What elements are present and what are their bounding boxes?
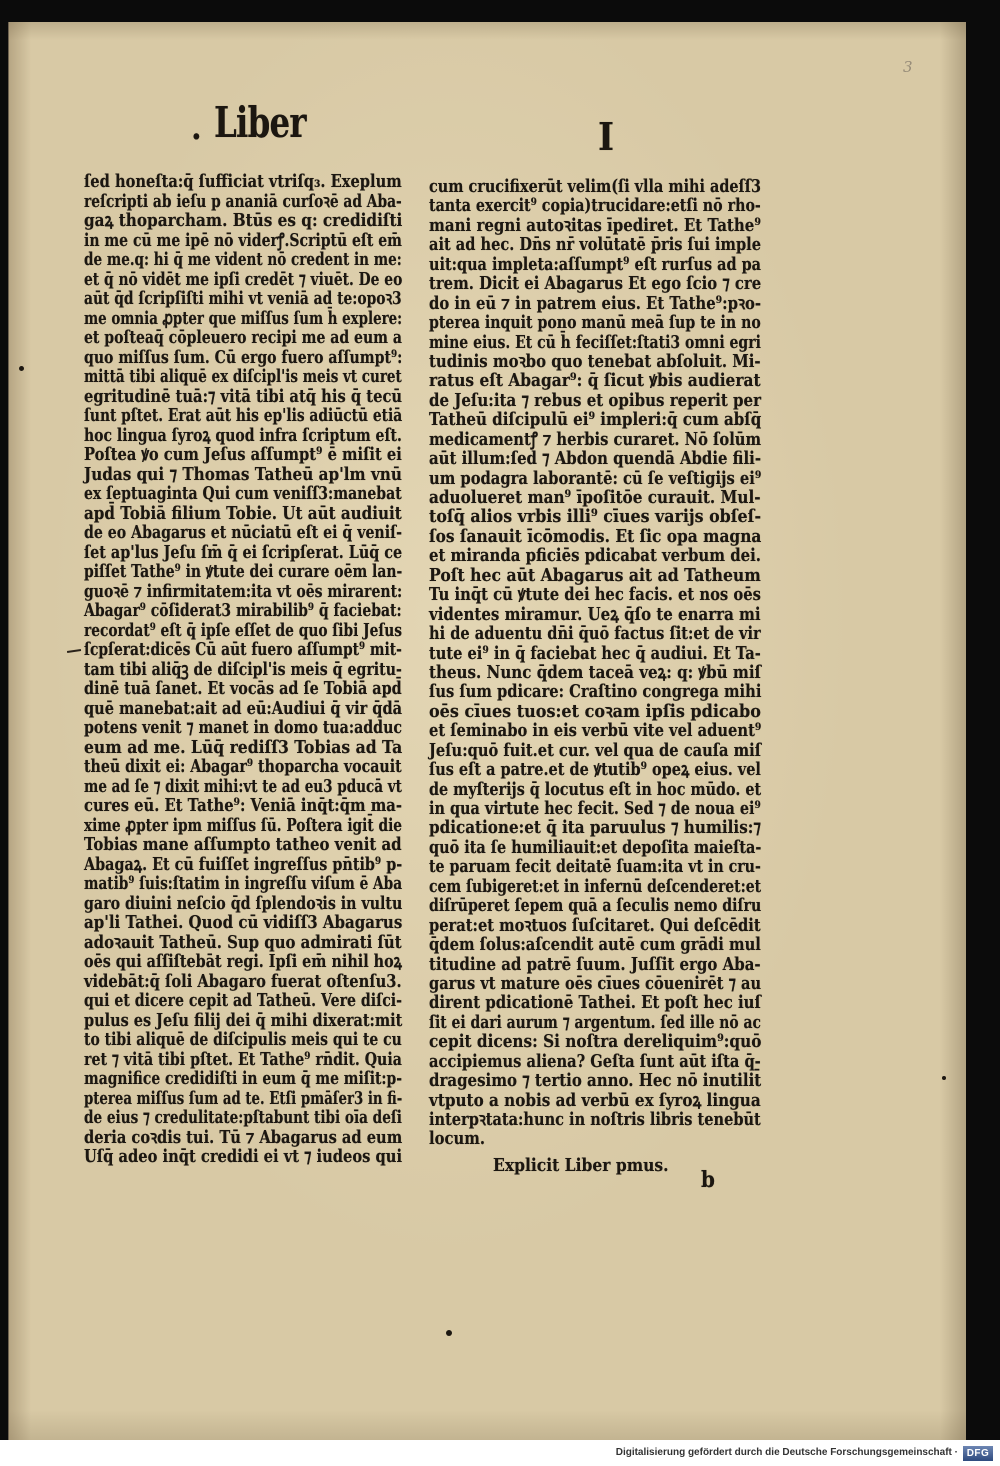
left-column-line: piſſet Tathe⁹ in ꝟtute dei curare oēm lan- <box>84 561 403 582</box>
right-column-line: do in eū ⁊ in patrem eius. Et Tathe⁹:pꝛo- <box>429 292 762 314</box>
left-column-line: recordat⁹ eſt q̄ ipſe eſſet de quo ſibi Jeſus <box>84 619 403 641</box>
left-column-line: garo diuini neſcio q̄d ſplendoꝛis in vultu <box>84 892 403 914</box>
right-column-line: toſq̄ alios vrbis illi⁹ cīues varijs obſeſ- <box>429 506 762 528</box>
left-column-line: quo miſſus ſum. Cū ergo fuero aſſumpt⁹: <box>84 346 403 368</box>
right-column-line: aūt illum:ſed ⁊ Abdon quendā Abdie fili- <box>429 448 762 470</box>
right-column-line: de myſterijs q̄ locutus eſt in hoc mūdo. et <box>429 778 762 800</box>
signature-mark: b <box>701 1167 715 1193</box>
left-column-line: xime ꝓpter ipm miſſus ſū. Poſtera igit̄ die <box>84 814 403 836</box>
left-column-line: ex ſeptuaginta Qui cum veniſſ3:manebat <box>84 483 402 504</box>
left-column-line: ret ⁊ vitā tibi pſtet. Et Tathe⁹ rn̄dit. Quia <box>84 1048 402 1070</box>
right-column-line: dirent pdicationē Tathei. Et poſt hec iuſ <box>429 992 761 1014</box>
right-column-line: de Jeſu:ita ⁊ rebus et opibus reperit per <box>429 389 761 411</box>
left-column-line: Judas qui ⁊ Thomas Tatheū ap'lm vnū <box>84 463 402 485</box>
left-column-line: ſunt pſtet. Erat aūt his ep'lis adiūctū etiā <box>84 405 403 426</box>
left-column-line: de eo Abagarus et nūciatū eſt ei q̄ veniſ- <box>84 522 403 543</box>
left-column-line: Uſq̄ adeo inq̄t credidi ei vt ⁊ iudeos qui <box>84 1146 403 1167</box>
right-column-line: titudine ad patrē ſuum. Juſſit ergo Aba- <box>429 953 761 975</box>
right-column-line: oēs cīues tuos:et coꝛam ipſis pdicabo <box>429 700 761 722</box>
right-column-line: Tatheū diſcipulū ei⁹ impleri:q̄ cum abſq̄ <box>429 409 762 431</box>
left-text-column <box>84 172 402 1167</box>
left-column-line: apd̄ Tobiā filium Tobie. Ut aūt audiuit <box>84 502 402 524</box>
left-column-line: et q̄ nō vidēt me ipſi credēt ⁊ viuēt. De eo <box>84 268 403 290</box>
left-column-line: pulus es Jeſu filij dei q̄ mihi dixerat:mit <box>84 1009 403 1031</box>
left-column-line: theū dixit ei: Abagar⁹ thoparcha vocauit <box>84 756 402 777</box>
margin-mark <box>67 649 81 652</box>
left-column-line: matib⁹ ſuis:ſtatim in ingreſſu viſum ē Aba <box>84 873 403 894</box>
right-column-line: theus. Nunc q̄dem taceā veꝝ: q: ꝟbū miſ <box>429 661 762 683</box>
left-column-line: ap'li Tathei. Quod cū vidiſſ3 Abagarus <box>84 912 403 933</box>
footer-bar <box>0 1440 1000 1466</box>
left-column-line: ſcpſerat:dicēs Cū aūt fuero aſſumpt⁹ mit- <box>84 639 402 660</box>
right-column-line: diſrūperet ſepem quā a ſeculis nemo diſru <box>429 895 762 917</box>
left-column-line: mittā tibi aliquē ex diſcipl'is meis vt curet <box>84 366 402 387</box>
right-column-line: uit:qua impleta:aſſumpt⁹ eſt rurſus ad pa <box>429 253 762 275</box>
left-column-line: tam tibi aliq̄ꝫ de diſcipl'is meis q̄ egritu- <box>84 658 402 680</box>
right-column-line: pterea inquit pono manū meā ſup te in no <box>429 312 761 334</box>
running-head-dot: . <box>191 108 202 148</box>
right-column-line: q̄dem ſolus:aſcendit autē cum grādi mul <box>429 934 761 956</box>
right-column-line: tudinis moꝛbo quo tenebat abſoluit. Mi- <box>429 350 761 372</box>
explicit-line: Explicit Liber pmus. <box>493 1155 669 1176</box>
left-column-line: et poſteaq̄ cōpleuero recipi me ad eum a <box>84 327 403 348</box>
left-column-line: hoc lingua ſyroꝝ quod infra ſcriptum eſt. <box>84 424 402 446</box>
left-column-line: magnifice credidiſti in eum q̄ me miſit:p- <box>84 1068 403 1089</box>
ink-spot <box>19 366 24 371</box>
right-column-line: tute ei⁹ in q̄ faciebat hec q̄ audiui. Et Ta- <box>429 642 761 664</box>
right-column-line: trem. Dicit ei Abagarus Et ego ſcio ⁊ cre <box>429 273 762 295</box>
right-column-line: Jeſu:quō fuit.et cur. vel qua de cauſa miſ <box>429 739 762 761</box>
ink-spot <box>446 1330 452 1336</box>
right-column-line: ſus ſum pdicare: Craſtino congrega mihi <box>429 681 762 703</box>
right-column-line: ait ad hec. Dn̄s nr̄ volūtatē p̄ris ſui imple <box>429 234 761 256</box>
dfg-logo[interactable]: DFG <box>963 1446 993 1461</box>
left-column-line: egritudinē tuā:⁊ vitā tibi atq̄ his q̄ tecū <box>84 385 403 407</box>
right-column-line: ſit ei dari aurum ⁊ argentum. ſed ille nō ac <box>429 1011 761 1033</box>
right-column-line: te paruam fecit deitatē ſuam:ita vt in cru- <box>429 856 761 878</box>
right-column-line: videntes miramur. Ueꝝ q̄ſo te enarra mi <box>429 603 761 625</box>
left-column-line: videbāt:q̄ ſoli Abagaro fuerat oſtenſu3. <box>84 970 402 992</box>
left-column-line: de me.q: hi q̄ me vident nō credent in me: <box>84 249 402 270</box>
footer-credit: Digitalisierung gefördert durch die Deutsche Forschungsgemeinschaft · <box>615 1447 958 1458</box>
left-column-line: ſed honeſta:q̄ ſufficiat vtriſq₃. Exeplum <box>84 171 402 192</box>
right-column-line: medicamentꝭ ⁊ herbis curaret. Nō ſolūm <box>429 428 762 450</box>
left-column-line: reſcripti ab ieſu p ananiā curſoꝛē ad Aba- <box>84 190 402 212</box>
right-column-line: tanta exercit⁹ copia)trucidare:etſi nō rho- <box>429 195 761 217</box>
left-column-line: dinē tuā ſanet. Et vocās ad ſe Tobiā apd̄ <box>84 678 402 699</box>
left-column-line: oēs qui aſſiſtebāt regi. Ipſi em̄ nihil hoꝝ <box>84 951 402 972</box>
book-page <box>8 22 966 1440</box>
right-column-line: garus vt mature oēs cīues cōuenirēt ⁊ au <box>429 972 762 994</box>
left-column-line: Poſtea ꝟo cum Jeſus aſſumpt⁹ ē miſit ei <box>84 444 402 465</box>
left-column-line: me ad ſe ⁊ dixit mihi:vt te ad eu3 pducā vt <box>84 775 402 797</box>
left-column-line: pterea miſſus ſum ad te. Etſi pmāſer3 in fi- <box>84 1087 403 1109</box>
right-column-line: Tu inq̄t cū ꝟtute dei hec facis. et nos oēs <box>429 584 761 606</box>
left-column-line: Tobias mane aſſumpto tatheo venit ad <box>84 834 402 855</box>
right-column-line: aduolueret man⁹ īpoſitōe curauit. Mul- <box>429 487 761 508</box>
right-column-line: hi de aduentu dn̄i q̄uō factus ſit:et de vir <box>429 623 761 645</box>
folio-number: I <box>598 114 615 159</box>
right-column-line: vtputo a nobis ad verbū ex ſyroꝝ lingua <box>429 1089 761 1111</box>
right-column-line: um podagra laborantē: cū ſe veſtigijs ei⁹ <box>429 467 762 489</box>
running-head: Liber <box>214 98 306 147</box>
left-column-line: quē manebat:ait ad eū:Audiui q̄ vir q̄dā <box>84 697 403 719</box>
right-column-line: ratus eſt Abagar⁹: q̄ ſicut ꝟbis audierat <box>429 370 761 392</box>
left-column-line: qui et dicere cepit ad Tatheū. Vere diſci- <box>84 990 402 1011</box>
left-column-line: ſet ap'lus Jeſu ſm̄ q̄ ei ſcripſerat. Lūq̄ ce <box>84 541 403 563</box>
right-column-line: et miranda pficiēs pdicabat verbum dei. <box>429 545 761 567</box>
right-column-line: dragesimo ⁊ tertio anno. Hec nō inutilit̄ <box>429 1070 762 1092</box>
right-column-line: in qua virtute hec fecit. Sed ⁊ de noua ei⁹ <box>429 798 761 819</box>
pencil-page-mark: 3 <box>903 58 913 76</box>
right-column-line: locum. <box>429 1128 485 1150</box>
right-column-line: interpꝛtata:hunc in noſtris libris tenebūt <box>429 1109 761 1130</box>
right-text-column <box>429 177 761 1149</box>
left-column-line: in me cū me ipē nō viderꝭ.Scriptū eſt em̄ <box>84 229 402 251</box>
right-column-line: pdicatione:et q̄ ita paruulus ⁊ humilis:⁊ <box>429 817 761 839</box>
left-column-line: Abagaꝝ. Et cū fuiſſet ingreſſus pn̄tib⁹ p- <box>84 853 403 875</box>
right-column-line: ſos ſanauit īcōmodis. Et ſic opa magna <box>429 525 762 547</box>
ink-spot <box>942 1076 946 1080</box>
left-column-line: aūt q̄d ſcripſiſti mihi vt veniā ad te:opoꝛ3 <box>84 288 402 309</box>
right-column-line: mine eius. Et cū h̄ feciſſet:ſtati3 omni egri <box>429 331 761 353</box>
left-column-line: to tibi aliquē de diſcipulis meis qui te cu <box>84 1029 402 1050</box>
right-column-line: mani regni autoꝛitas īpediret. Et Tathe⁹ <box>429 214 761 236</box>
left-column-line: deria coꝛdis tui. Tū ⁊ Abagarus ad eum <box>84 1126 403 1148</box>
right-column-line: et ſeminabo in eis verbū vite vel aduent⁹ <box>429 720 762 742</box>
left-column-line: potens venit ⁊ manet in domo tua:adduc <box>84 717 402 738</box>
right-column-line: quō ita ſe humiliauit:et depoſita maieſta- <box>429 836 762 858</box>
right-column-line: ſus eſt a patre.et de ꝟtutib⁹ opeꝝ eius. vel <box>429 759 761 781</box>
left-column-line: guoꝛē ⁊ infirmitatem:ita vt oēs mirarent: <box>84 580 403 602</box>
right-column-line: cem ſubigeret:et in infernū deſcenderet:et <box>429 875 762 897</box>
left-column-line: adoꝛauit Tatheū. Sup quo admirati ſūt <box>84 931 402 953</box>
left-column-line: Abagar⁹ cōſiderat3 mirabilib⁹ q̄ faciebat: <box>84 600 402 621</box>
right-column-line: perat:et moꝛtuos ſuſcitaret. Qui deſcēdit <box>429 914 761 936</box>
right-column-line: cepit dicens: Si noſtra dereliquim⁹:quō <box>429 1031 762 1053</box>
left-column-line: me omnia ꝓpter que miſſus ſum h̄ explere: <box>84 307 403 329</box>
left-column-line: cures eū. Et Tathe⁹: Veniā inq̄t:q̄m ma- <box>84 795 402 816</box>
left-column-line: eum ad me. Lūq̄ rediſſ3 Tobias ad Ta <box>84 736 403 758</box>
right-column-line: cum crucifixerūt velim(ſi vlla mihi adeſſ3 <box>429 176 761 197</box>
right-column-line: Poſt hec aūt Abagarus ait ad Tatheum <box>429 564 761 586</box>
right-column-line: accipiemus aliena? Geſta ſunt aūt iſta q̄- <box>429 1050 761 1072</box>
left-column-line: de eius ⁊ credulitate:pſtabunt tibi oīa deſi <box>84 1107 402 1128</box>
left-column-line: gaꝝ thoparcham. Btūs es q: credidiſti <box>84 210 403 231</box>
